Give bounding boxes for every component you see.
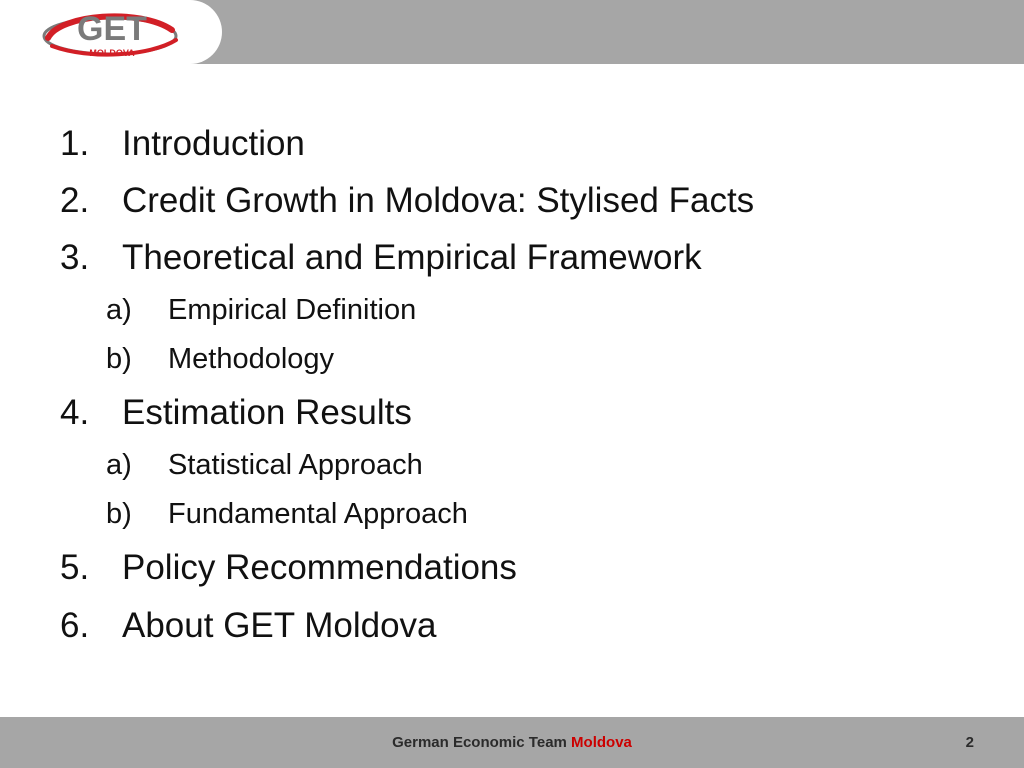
agenda-item	[60, 548, 517, 588]
agenda-item	[60, 606, 437, 646]
agenda-number: 5.	[60, 548, 90, 587]
agenda-subitem	[106, 342, 334, 376]
agenda-item	[60, 124, 305, 164]
agenda-item	[60, 238, 702, 278]
agenda-sub-label: Fundamental Approach	[168, 498, 468, 530]
agenda-sub-number: b)	[106, 498, 132, 530]
logo-sub-text: MOLDOVA	[89, 48, 135, 58]
agenda-number: 4.	[60, 393, 90, 432]
agenda-label: Policy Recommendations	[122, 548, 517, 587]
agenda-label: Credit Growth in Moldova: Stylised Facts	[122, 181, 755, 220]
agenda-number: 2.	[60, 181, 90, 220]
agenda-label: About GET Moldova	[122, 606, 437, 645]
agenda-subitem	[106, 448, 423, 482]
page-number: 2	[965, 734, 974, 751]
agenda-number: 3.	[60, 238, 90, 277]
agenda-sub-number: a)	[106, 294, 132, 326]
agenda-label: Introduction	[122, 124, 305, 163]
logo-main-text: GET	[77, 10, 147, 48]
agenda-subitem	[106, 497, 468, 531]
agenda-sub-label: Methodology	[168, 343, 335, 375]
agenda-sub-number: a)	[106, 449, 132, 481]
agenda-item	[60, 393, 412, 433]
agenda-sub-label: Statistical Approach	[168, 449, 423, 481]
agenda-item	[60, 181, 754, 221]
footer-title	[0, 734, 1024, 751]
agenda-label: Theoretical and Empirical Framework	[122, 238, 702, 277]
agenda-number: 1.	[60, 124, 90, 163]
agenda-sub-label: Empirical Definition	[168, 294, 417, 326]
footer-org: German Economic Team	[392, 734, 567, 751]
agenda-sub-number: b)	[106, 343, 132, 375]
agenda-subitem	[106, 293, 416, 327]
footer-bar	[0, 717, 1024, 768]
agenda-label: Estimation Results	[122, 393, 412, 432]
agenda-number: 6.	[60, 606, 90, 645]
footer-accent: Moldova	[571, 734, 632, 751]
